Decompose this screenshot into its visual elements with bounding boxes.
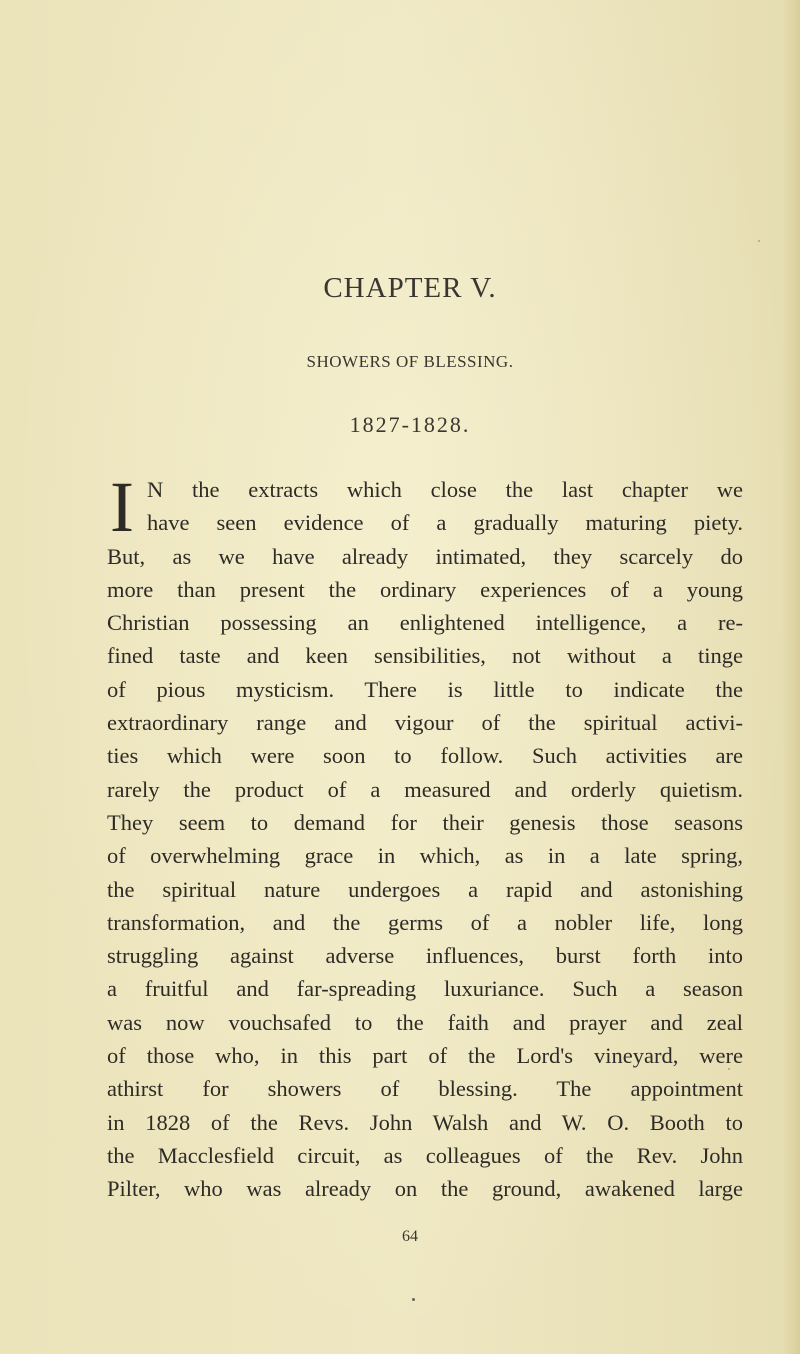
paper-speck bbox=[412, 1298, 415, 1301]
text-line: Christian possessing an enlightened intelligence, a re- bbox=[107, 610, 743, 636]
text-line: N the extracts which close the last chapter we bbox=[147, 477, 743, 502]
text-line: of overwhelming grace in which, as in a late spring, bbox=[107, 843, 743, 869]
paper-speck bbox=[728, 1068, 730, 1070]
drop-cap: I bbox=[110, 467, 134, 547]
text-line: athirst for showers of blessing. The appointment bbox=[107, 1076, 743, 1102]
chapter-title: CHAPTER V. bbox=[323, 272, 497, 304]
text-line: of pious mysticism. There is little to indicate the bbox=[107, 676, 743, 702]
body-paragraph bbox=[107, 467, 743, 1206]
text-line: They seem to demand for their genesis those seasons bbox=[107, 809, 743, 835]
text-line: the Macclesfield circuit, as colleagues of the Rev. John bbox=[107, 1142, 743, 1168]
chapter-subtitle: SHOWERS OF BLESSING. bbox=[306, 352, 514, 371]
text-line: in 1828 of the Revs. John Walsh and W. O. Booth to bbox=[107, 1109, 743, 1135]
text-line: transformation, and the germs of a nobler life, long bbox=[107, 909, 743, 935]
text-line: was now vouchsafed to the faith and prayer and zeal bbox=[107, 1009, 743, 1035]
text-line: the spiritual nature undergoes a rapid and astonishing bbox=[107, 876, 743, 902]
text-line: Pilter, who was already on the ground, awakened large bbox=[107, 1176, 743, 1202]
text-line: But, as we have already intimated, they scarcely do bbox=[107, 543, 743, 569]
paper-speck bbox=[758, 240, 760, 242]
text-line: struggling against adverse influences, burst forth into bbox=[107, 943, 743, 969]
page-number: 64 bbox=[402, 1228, 418, 1245]
text-line: fined taste and keen sensibilities, not without a tinge bbox=[107, 643, 743, 669]
text-line: more than present the ordinary experiences of a young bbox=[107, 576, 743, 602]
page-edge-shadow bbox=[782, 0, 800, 1354]
text-line: of those who, in this part of the Lord's vineyard, were bbox=[107, 1043, 743, 1069]
text-line: ties which were soon to follow. Such activities are bbox=[107, 743, 743, 769]
text-line: extraordinary range and vigour of the spiritual activi- bbox=[107, 710, 743, 736]
text-line: rarely the product of a measured and orderly quietism. bbox=[107, 776, 743, 802]
text-line: a fruitful and far-spreading luxuriance. Such a season bbox=[107, 976, 743, 1002]
chapter-years: 1827-1828. bbox=[349, 412, 471, 437]
text-line: have seen evidence of a gradually maturing piety. bbox=[147, 510, 743, 536]
